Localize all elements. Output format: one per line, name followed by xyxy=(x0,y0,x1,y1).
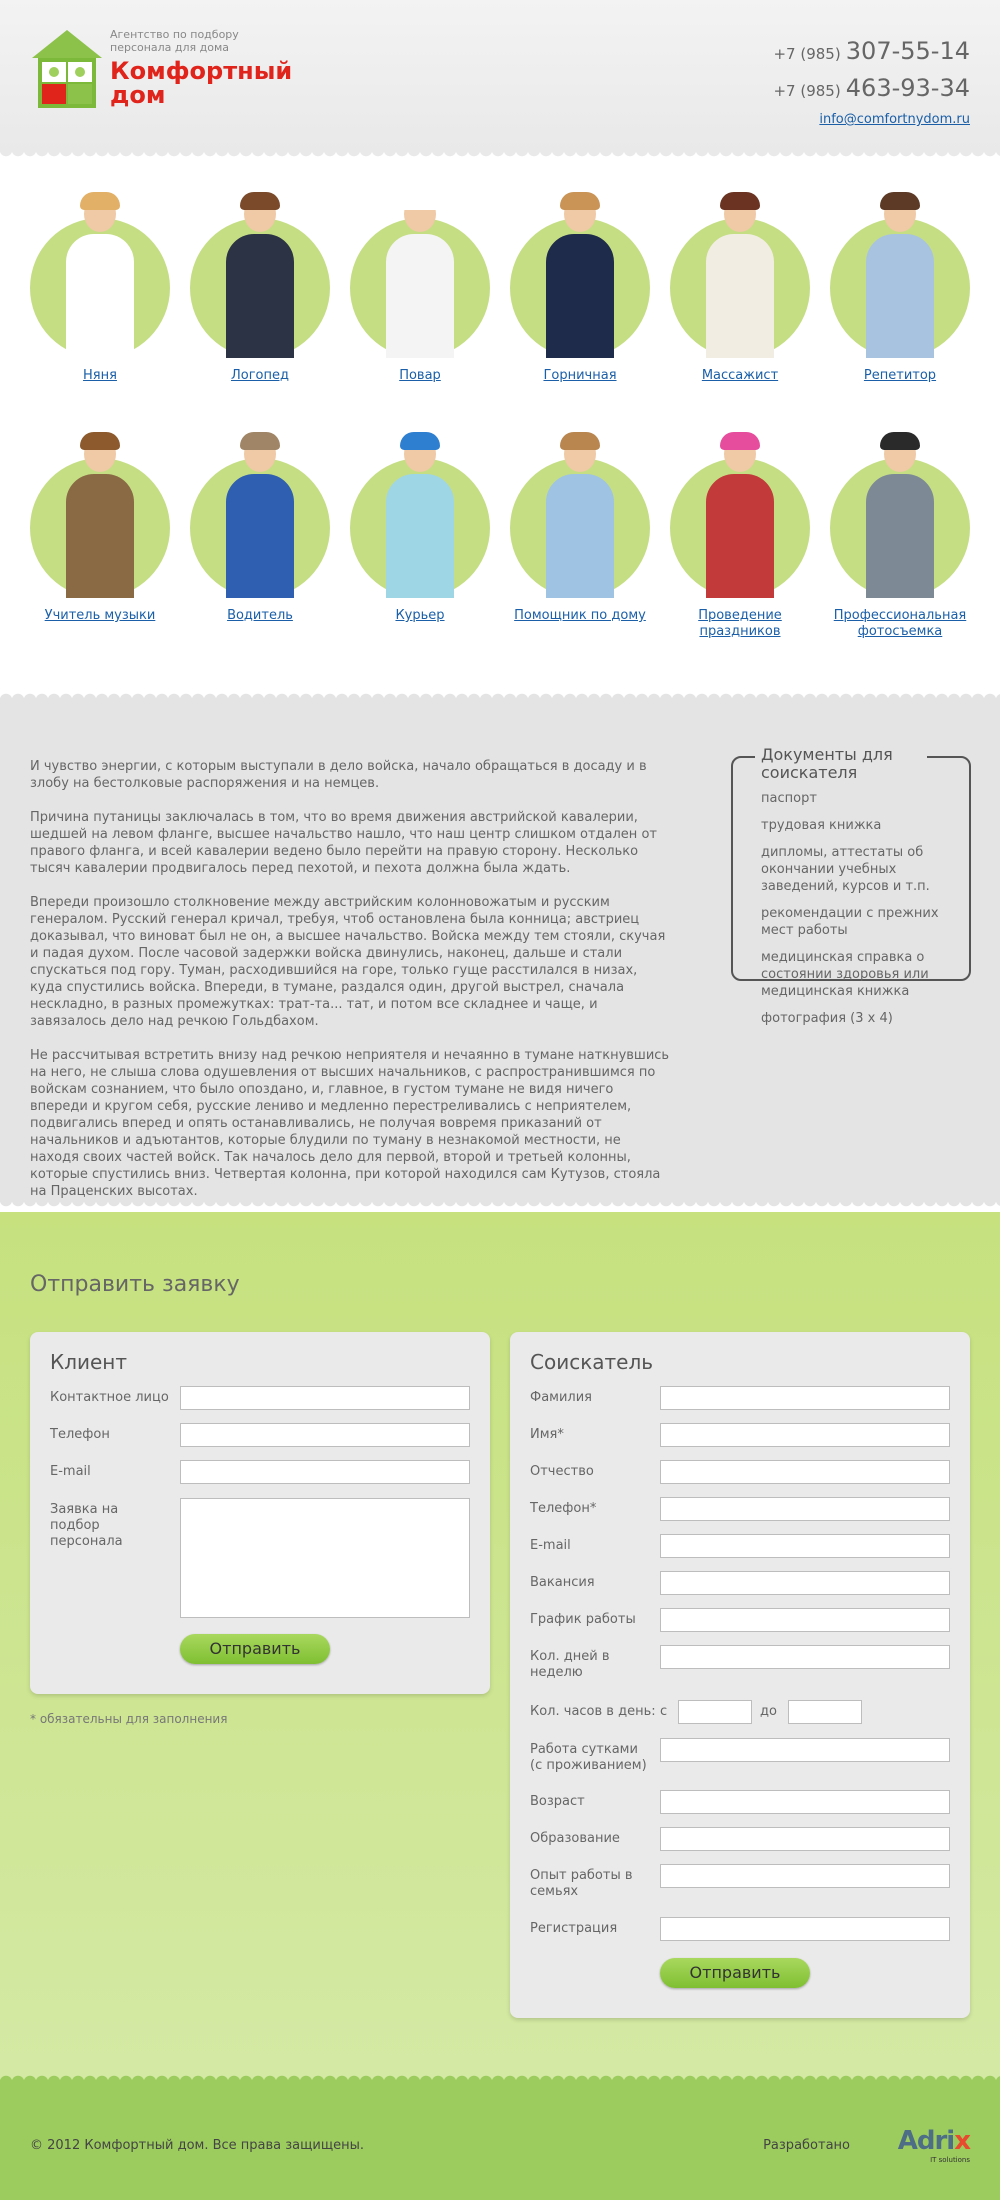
documents-item: паспорт xyxy=(761,791,817,806)
documents-title: Документы для соискателя xyxy=(755,746,927,782)
applicant-field-label: Имя* xyxy=(530,1427,564,1442)
staff-link[interactable]: Курьер xyxy=(395,608,445,623)
staff-link[interactable]: Проведение праздников xyxy=(698,608,782,639)
phone-code: +7 (985) xyxy=(773,82,841,100)
staff-link[interactable]: Репетитор xyxy=(863,368,937,383)
applicant-patronymic-input[interactable] xyxy=(660,1460,950,1484)
applicant-field-label: E-mail xyxy=(530,1538,571,1553)
applicant-field-label: Вакансия xyxy=(530,1575,595,1590)
staff-photo[interactable] xyxy=(190,218,330,358)
request-forms-section xyxy=(0,1212,1000,2082)
documents-list xyxy=(761,790,961,1037)
applicant-field-label: График работы xyxy=(530,1612,636,1627)
client-field-label: E-mail xyxy=(50,1464,91,1479)
staff-photo[interactable] xyxy=(830,458,970,598)
applicant-form-title: Соискатель xyxy=(530,1350,654,1374)
staff-photo[interactable] xyxy=(670,218,810,358)
applicant-field-label: Телефон* xyxy=(530,1501,597,1516)
site-footer xyxy=(0,2082,1000,2200)
email-link[interactable]: info@comfortnydom.ru xyxy=(819,112,970,127)
phone-2 xyxy=(773,71,970,108)
staff-link[interactable]: Логопед xyxy=(231,368,289,383)
applicant-name-input[interactable] xyxy=(660,1423,950,1447)
hours-to-label: до xyxy=(760,1704,777,1719)
staff-link[interactable]: Горничная xyxy=(543,368,617,383)
person-figure-icon xyxy=(386,196,454,358)
person-figure-icon xyxy=(386,436,454,598)
documents-box xyxy=(731,745,971,1026)
contacts xyxy=(773,34,970,127)
staff-card[interactable] xyxy=(190,458,330,624)
staff-card[interactable] xyxy=(30,218,170,384)
applicant-age-input[interactable] xyxy=(660,1790,950,1814)
client-textarea-label: Заявка на подбор персонала xyxy=(50,1502,123,1549)
applicant-field-label: Отчество xyxy=(530,1464,594,1479)
phone-number: 307-55-14 xyxy=(845,37,970,65)
logo-house-icon[interactable] xyxy=(30,28,104,112)
hours-to-input[interactable] xyxy=(788,1700,862,1724)
staff-link[interactable]: Массажист xyxy=(701,368,779,383)
info-wavy-bottom xyxy=(0,1200,1000,1212)
client-request-textarea[interactable] xyxy=(180,1498,470,1618)
client-field-label: Телефон xyxy=(50,1427,110,1442)
brand-name-line1[interactable]: Комфортный xyxy=(110,57,293,85)
staff-photo[interactable] xyxy=(190,458,330,598)
applicant-registration-input[interactable] xyxy=(660,1917,950,1941)
staff-link[interactable]: Помощник по дому xyxy=(514,608,646,623)
developed-by-label: Разработано xyxy=(763,2138,850,2153)
article-paragraph: Причина путаницы заключалась в том, что во время движения австрийской кавалерии, шедшей на левом фланге, высшее начальство нашло, что наш центр слишком отдален от правого фланга, и всей кавалерии ведено было перейти на правую сторону. Несколько тысяч кавалерии продвигалось перед пехотой, и пехота должна была ждать. xyxy=(30,810,657,876)
person-figure-icon xyxy=(546,196,614,358)
hours-from-input[interactable] xyxy=(678,1700,752,1724)
article-paragraph: Впереди произошло столкновение между австрийским колонновожатым и русским генералом. Русский генерал кричал, требуя, чтоб остановлена была конница; австриец доказывал, что виноват был не он, а высшее начальство. Войска между тем стояли, скучая и падая духом. После часовой задержки войска двинулись, наконец, дальше и стали спускаться под гору. Туман, расходившийся на горе, только гуще расстилался в низах, куда спустились войска. Впереди, в тумане, раздался один, другой выстрел, сначала нескладно, в разных промежутках: трат-та... тат, и потом все складнее и чаще, и завязалось дело над речкою Гольдбахом. xyxy=(30,895,666,1029)
phone-number: 463-93-34 xyxy=(845,74,970,102)
developer-logo-sub: IT solutions xyxy=(930,2156,970,2164)
article-paragraph: Не рассчитывая встретить внизу над речкою неприятеля и нечаянно в тумане наткнувшись на него, не слыша слова одушевления от высших начальников, с распространившимся по войскам сознанием, что было опоздано, и, главное, в густом тумане не видя ничего впереди и кругом себя, русские лениво и медленно перестреливались с неприятелем, подвигались вперед и опять останавливались, не получая вовремя приказаний от начальников и адъютантов, которые блудили по туману в незнакомой местности, не находя своих частей войск. Так началось дело для первой, второй и третьей колонны, которые спустились вниз. Четвертая колонна, при которой находился сам Кутузов, стояла на Праценских высотах. xyxy=(30,1048,670,1199)
brand-name-line2[interactable]: дом xyxy=(110,81,166,109)
footer-wavy-top xyxy=(0,2070,1000,2082)
client-contact-input[interactable] xyxy=(180,1386,470,1410)
staff-photo[interactable] xyxy=(350,218,490,358)
client-form-title: Клиент xyxy=(50,1350,128,1374)
applicant-phone-input[interactable] xyxy=(660,1497,950,1521)
forms-title: Отправить заявку xyxy=(30,1272,240,1297)
documents-item: фотография (3 x 4) xyxy=(761,1011,893,1026)
applicant-experience-input[interactable] xyxy=(660,1864,950,1888)
staff-photo[interactable] xyxy=(510,218,650,358)
info-wavy-top xyxy=(0,688,1000,700)
person-figure-icon xyxy=(546,436,614,598)
staff-card[interactable] xyxy=(350,458,490,624)
staff-link[interactable]: Няня xyxy=(83,368,117,383)
staff-link[interactable]: Учитель музыки xyxy=(44,608,156,623)
applicant-field-label: Регистрация xyxy=(530,1921,618,1936)
applicant-field-label: Образование xyxy=(530,1831,620,1846)
person-figure-icon xyxy=(66,436,134,598)
staff-card[interactable] xyxy=(830,218,970,384)
applicant-field-label: Фамилия xyxy=(530,1390,592,1405)
client-submit-button[interactable]: Отправить xyxy=(180,1634,330,1664)
developer-logo[interactable] xyxy=(898,2126,970,2156)
staff-link[interactable]: Повар xyxy=(399,368,441,383)
person-figure-icon xyxy=(866,196,934,358)
staff-photo[interactable] xyxy=(350,458,490,598)
staff-photo[interactable] xyxy=(830,218,970,358)
client-phone-input[interactable] xyxy=(180,1423,470,1447)
info-section xyxy=(0,700,1000,1200)
applicant-field-label: Кол. дней в неделю xyxy=(530,1649,610,1680)
applicant-field-label: Возраст xyxy=(530,1794,585,1809)
staff-card[interactable] xyxy=(670,458,810,640)
documents-item: медицинская справка о состоянии здоровья или медицинская книжка xyxy=(761,950,929,999)
tagline: Агентство по подбору персонала для дома xyxy=(110,28,239,54)
documents-item: трудовая книжка xyxy=(761,818,882,833)
hours-label: Кол. часов в день: xyxy=(530,1704,656,1719)
applicant-submit-button[interactable]: Отправить xyxy=(660,1958,810,1988)
client-form xyxy=(30,1332,490,1694)
person-figure-icon xyxy=(66,196,134,358)
client-email-input[interactable] xyxy=(180,1460,470,1484)
staff-card[interactable] xyxy=(830,458,970,640)
staff-card[interactable] xyxy=(350,218,490,384)
developer-logo-text: Adri xyxy=(897,2126,955,2156)
applicant-surname-input[interactable] xyxy=(660,1386,950,1410)
staff-card[interactable] xyxy=(30,458,170,624)
applicant-field-label: Опыт работы в семьях xyxy=(530,1868,633,1899)
staff-photo[interactable] xyxy=(670,458,810,598)
phone-1 xyxy=(773,34,970,71)
staff-photo[interactable] xyxy=(510,458,650,598)
person-figure-icon xyxy=(706,196,774,358)
applicant-schedule-input[interactable] xyxy=(660,1608,950,1632)
staff-link[interactable]: Профессиональная фотосъемка xyxy=(833,608,967,639)
copyright: © 2012 Комфортный дом. Все права защищены. xyxy=(30,2138,364,2153)
person-figure-icon xyxy=(226,436,294,598)
person-figure-icon xyxy=(226,196,294,358)
phone-code: +7 (985) xyxy=(773,45,841,63)
person-figure-icon xyxy=(706,436,774,598)
applicant-form xyxy=(510,1332,970,2018)
applicant-days-input[interactable] xyxy=(660,1645,950,1669)
article-paragraph: И чувство энергии, с которым выступали в дело войска, начало обращаться в досаду и в злобу на бестолковые распоряжения и на немцев. xyxy=(30,759,647,791)
applicant-education-input[interactable] xyxy=(660,1827,950,1851)
staff-card[interactable] xyxy=(190,218,330,384)
staff-card[interactable] xyxy=(670,218,810,384)
staff-card[interactable] xyxy=(510,458,650,624)
staff-photo[interactable] xyxy=(30,458,170,598)
required-note: * обязательны для заполнения xyxy=(30,1712,228,1726)
staff-card[interactable] xyxy=(510,218,650,384)
staff-link[interactable]: Водитель xyxy=(227,608,293,623)
documents-item: рекомендации с прежних мест работы xyxy=(761,906,939,938)
person-figure-icon xyxy=(866,436,934,598)
site-header xyxy=(0,0,1000,150)
hours-from-label: с xyxy=(660,1704,668,1719)
applicant-24h-input[interactable] xyxy=(660,1738,950,1762)
article xyxy=(30,758,670,1217)
documents-item: дипломы, аттестаты об окончании учебных заведений, курсов и т.п. xyxy=(761,845,930,894)
applicant-email-input[interactable] xyxy=(660,1534,950,1558)
logo-text xyxy=(110,28,292,107)
client-field-label: Контактное лицо xyxy=(50,1390,169,1405)
header-wavy-edge xyxy=(0,150,1000,162)
staff-photo[interactable] xyxy=(30,218,170,358)
developer-logo-x: x xyxy=(954,2126,970,2156)
applicant-vacancy-input[interactable] xyxy=(660,1571,950,1595)
applicant-field-label: Работа сутками (с проживанием) xyxy=(530,1742,647,1773)
